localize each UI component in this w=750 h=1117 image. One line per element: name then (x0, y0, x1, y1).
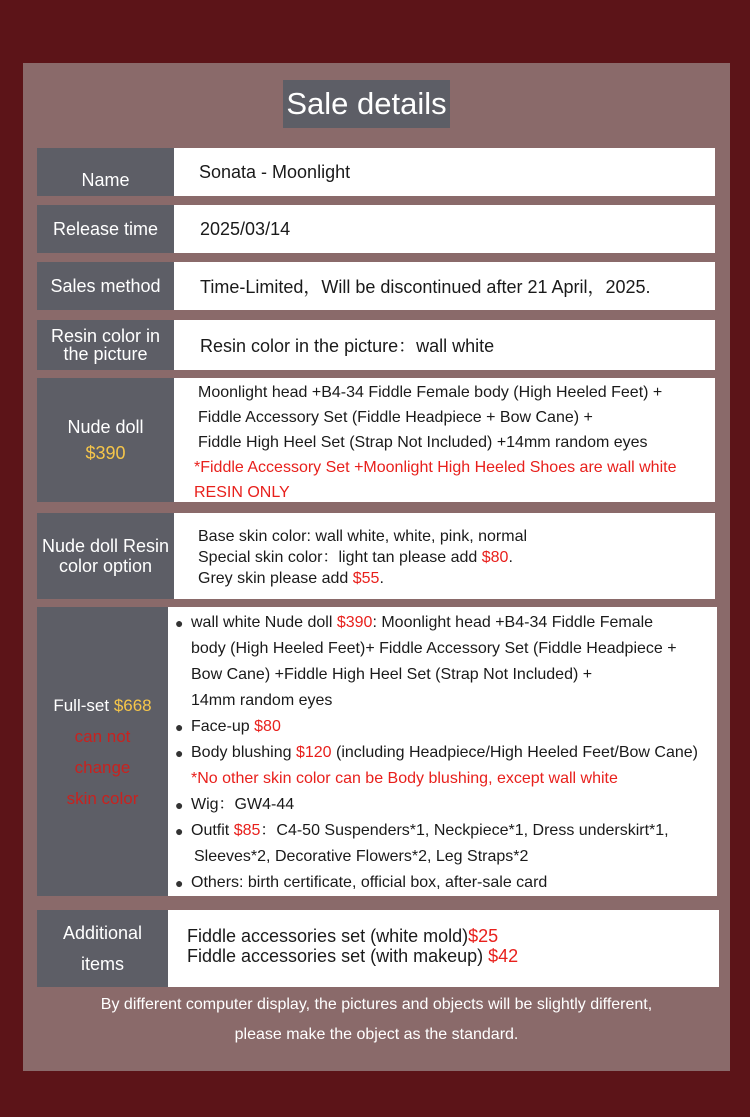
resin-color-label (37, 320, 174, 370)
additional-items-value (168, 910, 719, 987)
faceup-price: $80 (254, 718, 281, 735)
release-time-label-text: Release time (52, 219, 159, 239)
light-tan-price: $80 (481, 549, 509, 566)
blushing-price: $120 (295, 744, 332, 761)
full-set-warning-3: skin color (66, 788, 139, 808)
full-set-warning-2: change (74, 757, 131, 777)
nude-doll-line-1: Moonlight head +B4-34 Fiddle Female body (High Heeled Feet) + (198, 384, 663, 401)
sales-method-label-text: Sales method (50, 276, 161, 296)
footer-line-2: please make the object as the standard. (234, 1026, 519, 1043)
skin-option-label-line1: Nude doll Resin (41, 536, 170, 556)
full-set-price: $668 (113, 695, 152, 715)
full-set-value (168, 607, 717, 896)
additional-items-label-line2: items (80, 953, 124, 974)
resin-color-label-line2: the picture (63, 344, 148, 364)
nude-doll-note-2: RESIN ONLY (194, 484, 290, 501)
nude-doll-line-2: Fiddle Accessory Set (Fiddle Headpiece + Bow Cane) + (198, 409, 593, 426)
full-set-title: Full-set $668 (53, 695, 152, 715)
release-time-label (37, 205, 174, 253)
release-time-value-text: 2025/03/14 (200, 218, 291, 239)
bullet-icon: ● (175, 615, 184, 631)
nude-doll-line-3: Fiddle High Heel Set (Strap Not Included) +14mm random eyes (198, 434, 648, 451)
footer-line-1: By different computer display, the pictures and objects will be slightly different, (100, 996, 653, 1013)
skin-option-line-3: Grey skin please add $55. (198, 570, 384, 587)
additional-line-1: Fiddle accessories set (white mold)$25 (187, 926, 499, 946)
full-set-item-outfit: ● Outfit $85：C4-50 Suspenders*1, Neckpiece*1, Dress underskirt*1, Sleeves*2, Decorative Flowers*2, Leg Straps*2 (175, 818, 717, 870)
skin-option-label (37, 513, 174, 599)
full-set-item-faceup: ● Face-up $80 (175, 714, 717, 740)
bullet-icon: ● (175, 719, 184, 735)
white-mold-price: $25 (468, 926, 499, 946)
name-value (174, 148, 715, 196)
with-makeup-price: $42 (488, 946, 519, 966)
skin-option-value (174, 513, 715, 599)
skin-option-label-line2: color option (58, 556, 153, 576)
nude-doll-value (174, 378, 715, 502)
grey-skin-price: $55 (352, 570, 380, 587)
bullet-icon: ● (175, 823, 184, 839)
name-label (37, 148, 174, 196)
nude-doll-price: $390 (85, 443, 126, 463)
name-label-text: Name (81, 170, 130, 190)
sales-method-value-text: Time-Limited，Will be discontinued after 21 April，2025. (200, 277, 651, 297)
full-set-item-others: ● Others: birth certificate, official box, after-sale card (175, 870, 717, 896)
resin-color-label-line1: Resin color in (50, 326, 161, 346)
nude-doll-note-1: *Fiddle Accessory Set +Moonlight High Heeled Shoes are wall white (194, 459, 677, 476)
additional-items-label-line1: Additional (62, 922, 143, 943)
additional-items-label (37, 910, 168, 987)
bullet-icon: ● (175, 745, 184, 761)
bullet-icon: ● (175, 875, 184, 891)
nude-doll-label-text: Nude doll (67, 417, 144, 437)
full-set-warning-1: can not (74, 726, 131, 746)
full-set-item-wig: ● Wig：GW4-44 (175, 792, 717, 818)
sales-method-value (174, 262, 715, 310)
release-time-value (174, 205, 715, 253)
skin-option-line-2: Special skin color：light tan please add $80. (198, 549, 513, 566)
blushing-note: *No other skin color can be Body blushing, except wall white (191, 770, 618, 787)
bullet-icon: ● (175, 797, 184, 813)
full-set-nude-price: $390 (336, 614, 373, 631)
sales-method-label (37, 262, 174, 310)
additional-line-2: Fiddle accessories set (with makeup) $42 (187, 946, 519, 966)
resin-color-value-text: Resin color in the picture：wall white (200, 336, 495, 356)
nude-doll-label (37, 378, 174, 502)
outfit-price: $85 (233, 822, 261, 839)
name-value-text: Sonata - Moonlight (199, 161, 351, 182)
full-set-item-blushing: ● Body blushing $120 (including Headpiece/High Heeled Feet/Bow Cane) *No other skin color can be Body blushing, except wall white (175, 740, 717, 792)
page-title: Sale details (283, 80, 450, 128)
full-set-label (37, 607, 168, 896)
full-set-item-nude-doll: ● wall white Nude doll $390: Moonlight head +B4-34 Fiddle Female body (High Heeled Feet)+ Fiddle Accessory Set (Fiddle Headpiece + Bow Cane) +Fiddle High Heel Set (Strap Not Included) + 14mm random eyes (175, 610, 717, 714)
footer-disclaimer (23, 990, 730, 1050)
resin-color-value (174, 320, 715, 370)
skin-option-line-1: Base skin color: wall white, white, pink, normal (198, 528, 528, 545)
